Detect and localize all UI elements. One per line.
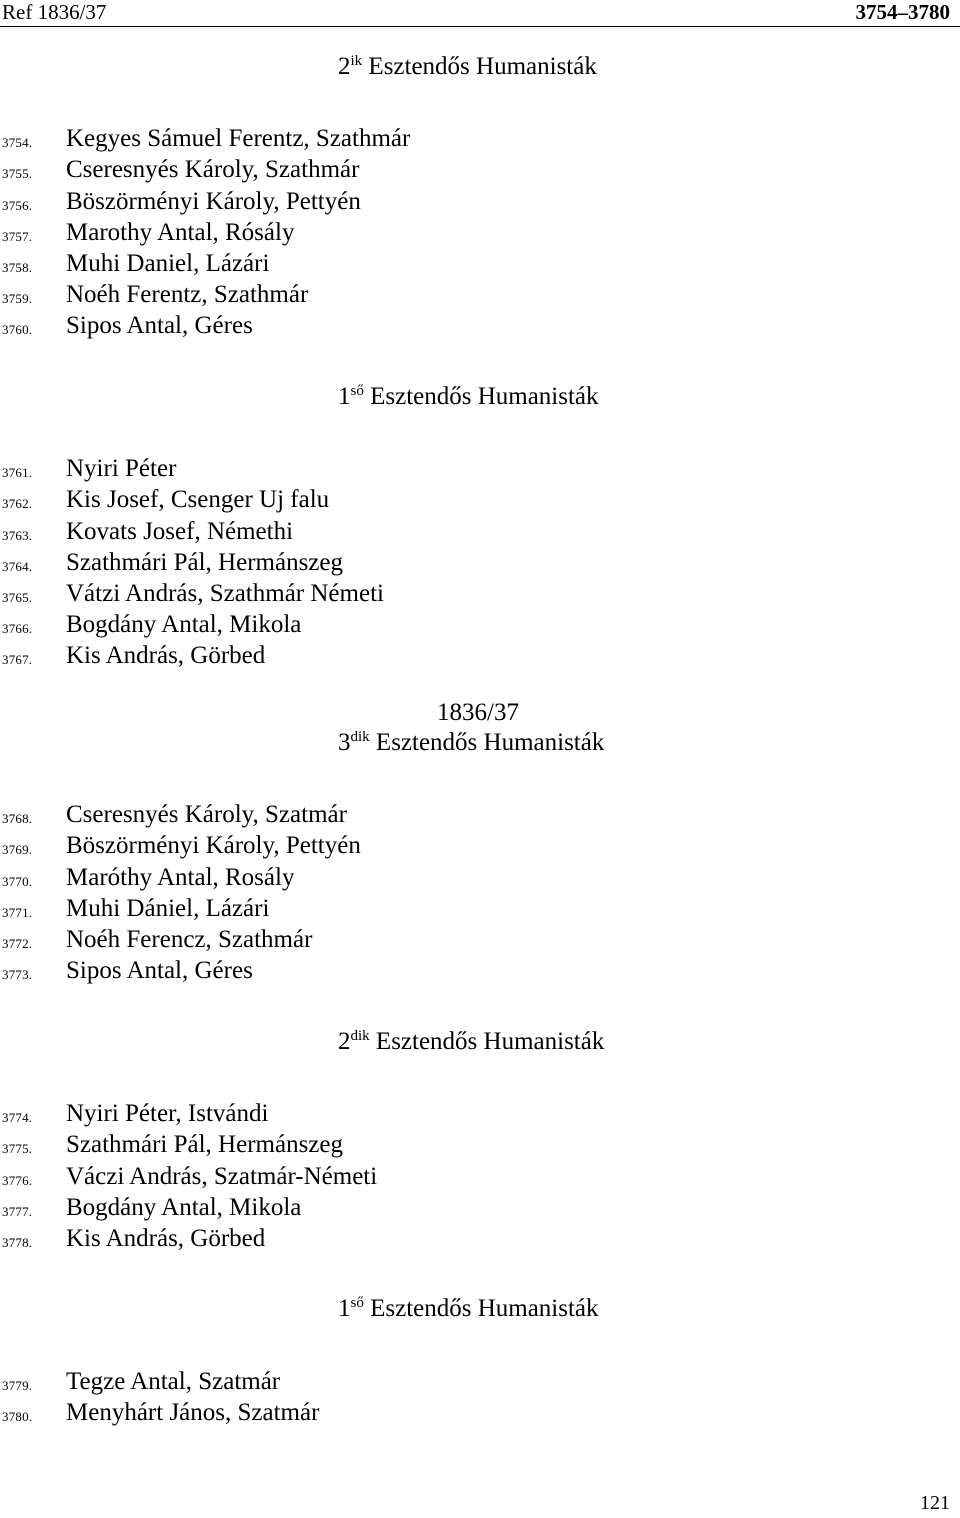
reference-label: Ref 1836/37 [2,0,107,24]
page-number: 121 [920,1492,950,1514]
school-year: 1836/37 [437,699,519,726]
running-header [0,0,960,27]
entry-range: 3754–3780 [855,0,950,24]
